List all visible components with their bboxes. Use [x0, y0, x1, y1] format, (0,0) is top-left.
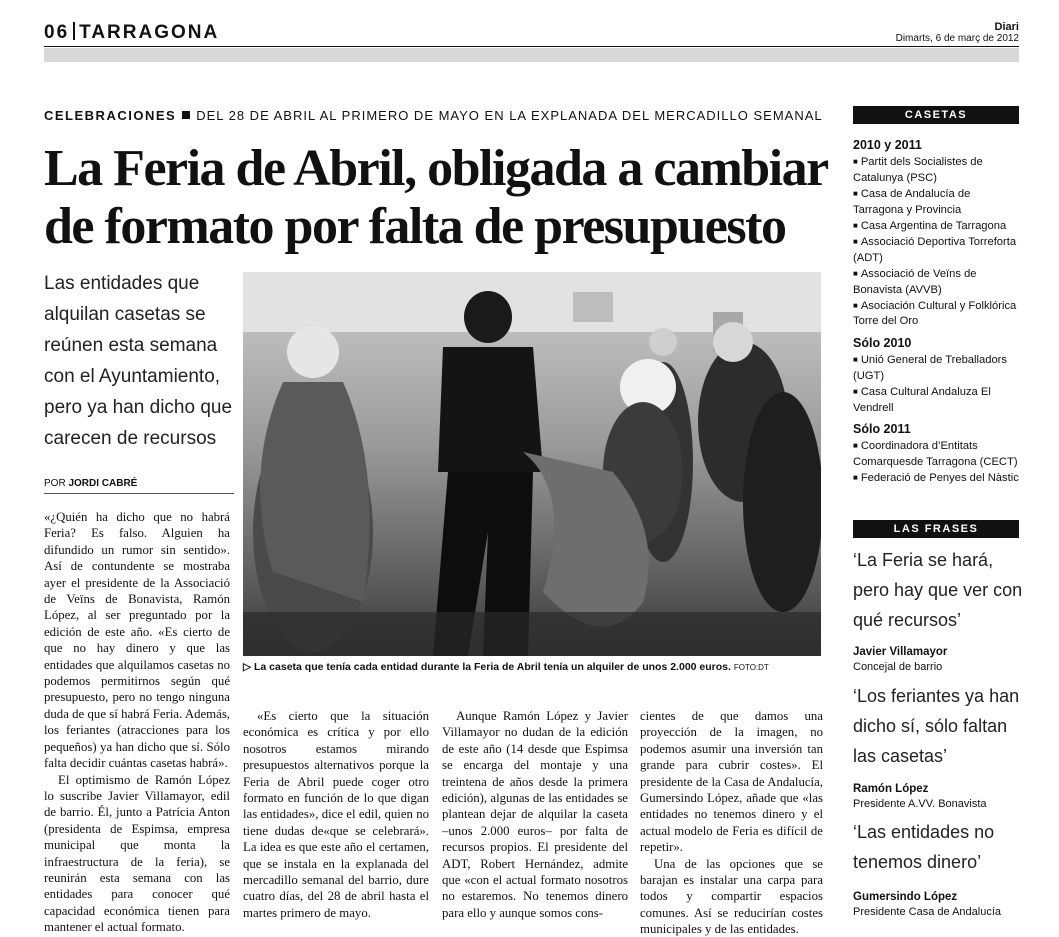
kicker-label: CELEBRACIONES: [44, 108, 177, 123]
group-year: Sólo 2010: [853, 335, 912, 350]
pull-quote: ‘Las entidades no tenemos dinero’: [853, 822, 995, 872]
list-item: ■ Casa Argentina de Tarragona: [853, 218, 1023, 234]
deck: Las entidades que alquilan casetas se reúnen esta semana con el Ayuntamiento, pero ya han dicho que carecen de recursos: [44, 273, 233, 449]
list-item: ■ Unió General de Treballadors (UGT): [853, 352, 1023, 384]
list-item: ■ Asociación Cultural y Folklórica Torre del Oro: [853, 298, 1023, 330]
body-column-2: [243, 708, 429, 921]
frases-heading: LAS FRASES: [853, 520, 1019, 538]
caption-arrow-icon: ▷: [243, 661, 252, 673]
brand-name: Diari: [994, 21, 1019, 33]
group-year: 2010 y 2011: [853, 138, 922, 152]
kicker: [44, 108, 823, 123]
header-gray-band: [44, 48, 1019, 62]
casetas-list: [853, 138, 1023, 487]
list-item: ■ Casa Cultural Andaluza El Vendrell: [853, 384, 1023, 416]
kicker-square-icon: [182, 111, 190, 119]
byline-prefix: POR: [44, 478, 66, 489]
byline-author: JORDI CABRÉ: [68, 478, 138, 489]
quote-speaker: Javier Villamayor: [853, 646, 948, 658]
body-paragraph: cientes de que damos una proyección de la imagen, no podemos asumir una inversión tan grande para cubrir costes». El presidente de la Casa de Andalucía, Gumersindo López, añade que «las entidades no tenemos dinero y el actual modelo de Feria es difícil de repetir».: [640, 709, 823, 855]
photo-credit: FOTO:DT: [733, 663, 769, 672]
body-paragraph: Una de las opciones que se barajan es instalar una carpa para todos y compartir espacios comunes. Así se reducirían costes municipales y de las entidades.: [640, 856, 823, 937]
headline-line-2: de formato por falta de presupuesto: [44, 198, 786, 255]
list-item: ■ Coordinadora d’Entitats Comarquesde Tarragona (CECT): [853, 438, 1023, 470]
list-item: ■ Federació de Penyes del Nàstic: [853, 470, 1023, 486]
caption-text: La caseta que tenía cada entidad durante la Feria de Abril tenía un alquiler de unos 2.000 euros.: [254, 661, 731, 673]
quote-speaker-role: Presidente Casa de Andalucía: [853, 906, 1001, 918]
list-item: ■ Associació Deportiva Torreforta (ADT): [853, 234, 1023, 266]
pull-quote: ‘La Feria se hará, pero hay que ver con qué recursos’: [853, 550, 1023, 630]
body-paragraph: Aunque Ramón López y Javier Villamayor no dudan de la edición de este año (14 desde que Espimsa se encarga del montaje y una treintena de años desde la primera edición), algunas de las entidades se plantean dejar de alquilar la caseta –unos 2.000 euros– por falta de recursos propios. El presidente del ADT, Robert Hernández, admite que «con el actual formato nosotros no estaremos. No tenemos dinero para ello y aunque somos cons-: [442, 709, 628, 920]
quote-speaker-role: Concejal de barrio: [853, 661, 943, 673]
news-photo: [243, 272, 821, 656]
body-column-4: [640, 708, 823, 937]
page-header: [44, 22, 219, 44]
header-rule: [44, 46, 1019, 47]
quote-speaker: Gumersindo López: [853, 891, 958, 903]
headline: [44, 140, 834, 256]
list-item: ■ Partit dels Socialistes de Catalunya (PSC): [853, 154, 1023, 186]
headline-line-1: La Feria de Abril, obligada a cambiar: [44, 140, 828, 197]
list-item: ■ Associació de Veïns de Bonavista (AVVB): [853, 266, 1023, 298]
photo-caption: [243, 661, 823, 673]
quote-speaker-role: Presidente A.VV. Bonavista: [853, 798, 987, 810]
pull-quote: ‘Los feriantes ya han dicho sí, sólo faltan las casetas’: [853, 686, 1020, 766]
body-column-3: [442, 708, 628, 921]
quote-speaker: Ramón López: [853, 783, 929, 795]
kicker-text: DEL 28 DE ABRIL AL PRIMERO DE MAYO EN LA EXPLANADA DEL MERCADILLO SEMANAL: [196, 108, 823, 123]
issue-date: Dimarts, 6 de març de 2012: [895, 33, 1019, 44]
masthead-brand: [896, 22, 1019, 45]
body-paragraph: «Es cierto que la situación económica es crítica y por ello nosotros estamos mirando presupuestos alternativos porque la Feria de Abril puede coger otro formato en función de lo que digan las entidades», dice el edil, quien no tiene dudas de«que se celebrará». La idea es que este año el certamen, que se instala en la explanada del mercadillo semanal del barrio, dure cuatro días, del 28 de abril hasta el martes primero de mayo.: [243, 709, 429, 920]
body-column-1: [44, 509, 230, 936]
photo-illustration: [243, 272, 821, 656]
byline: [44, 478, 137, 489]
casetas-heading: CASETAS: [853, 106, 1019, 124]
page-number: 06: [44, 22, 70, 43]
list-item: ■ Casa de Andalucía de Tarragona y Provincia: [853, 186, 1023, 218]
body-paragraph: El optimismo de Ramón López lo suscribe Javier Villamayor, edil de barrio. Él, junto a Patrícia Anton (presidenta de Espimsa, empresa municipal que monta la infraestructura de la feria), se reunirán esta semana con las entidades para conocer qué capacidad económica tienen para mantener el actual formato.: [44, 772, 230, 935]
section-name: TARRAGONA: [79, 22, 220, 43]
byline-rule: [44, 493, 234, 494]
body-paragraph: «¿Quién ha dicho que no habrá Feria? Es falso. Alguien ha difundido un rumor sin sentido». Así de contundente se mostraba ayer el presidente de la Associació de Veïns de Bonavista, Ramón López, al ser preguntado por la edición de este año. «Es cierto de que no hay dinero y que las entidades que alquilamos casetas no podemos permitirnos según qué presupuesto, pero no tengo ninguna duda de que sí habrá Feria. Además, los feriantes (atracciones para los pequeños) ya han dicho que sí. Sólo falta decidir cuántas casetas habrá».: [44, 510, 230, 771]
group-year: Sólo 2011: [853, 421, 911, 436]
header-divider: [73, 22, 75, 40]
